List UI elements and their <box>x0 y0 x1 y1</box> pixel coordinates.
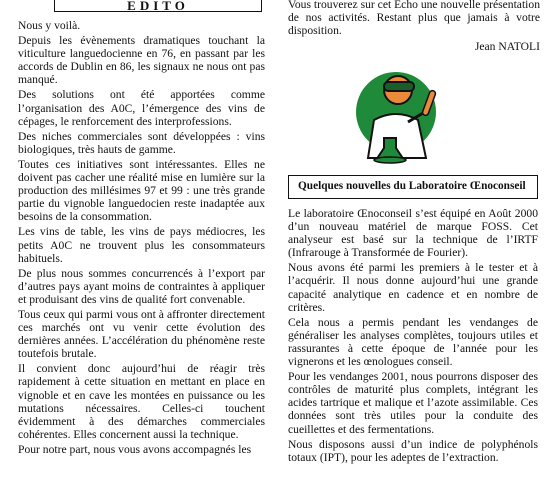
section-paragraph: Pour les vendanges 2001, nous pourrons disposer des contrôles de maturité plus complets, intégrant les acides tartrique et malique et l’azote assimilable. Ces données sont très utiles pour la conduite des cueillettes et des fermentations. <box>288 370 538 436</box>
chemist-illustration <box>346 60 456 170</box>
edito-paragraph: Depuis les évènements dramatiques touchant la viticulture languedocienne en 76, en passant par les accords de Dublin en 86, les signaux ne nous ont pas manqué. <box>18 34 265 87</box>
edito-paragraph: Nous y voilà. <box>18 19 81 32</box>
section-paragraph: Nous avons été parmi les premiers à le tester et à l’acquérir. Il nous donne aujourd’hui une grande capacité analytique en cadence et en nombre de critères. <box>288 261 538 314</box>
section-paragraph: Nous disposons aussi d’un indice de polyphénols totaux (IPT), pour les adeptes de l’extraction. <box>288 437 538 464</box>
section-title: Quelques nouvelles du Laboratoire Œnoconseil <box>298 180 526 192</box>
section-body <box>288 207 538 466</box>
edito-paragraph: Tous ceux qui parmi vous ont à affronter directement ces marchés ont vu venir cette évolution des dernières années. L’accélération du phénomène reste toutefois brutale. <box>18 307 265 361</box>
edito-paragraph: Il convient donc aujourd’hui de réagir très rapidement à cette situation en mettant en place en vignoble et en cave les montées en puissance ou les mutations nécessaires. Celles-ci touchent évidemment à des démarches commerciales cohérentes. Elles concernent aussi la technique. <box>18 362 265 441</box>
edito-paragraph: Des niches commerciales sont développées : vins biologiques, très hauts de gamme. <box>18 129 265 156</box>
edito-paragraph: De plus nous sommes concurrencés à l’export par d’autres pays ayant moins de contraintes à appliquer et produisant des vins de qualité fort convenable. <box>18 266 265 306</box>
section-header-box <box>288 175 538 199</box>
section-paragraph: Le laboratoire Œnoconseil s’est équipé en Août 2000 d’un nouveau matériel de marque FOSS. Cet analyseur est basé sur la technique de l’IRTF (Infrarouge à Transformée de Fourier). <box>288 207 538 260</box>
edito-header-box <box>54 0 262 12</box>
edito-paragraph: Pour notre part, nous vous avons accompagnés les <box>18 442 252 456</box>
edito-title: EDITO <box>127 0 189 13</box>
edito-paragraph: Des solutions ont été apportées comme l’organisation des A0C, l’émergence des vins de cépages, le renforcement des interprofessions. <box>18 88 265 128</box>
intro-text: Vous trouverez sur cet Echo une nouvelle présentation de nos activités. Restant plus que jamais à votre disposition. <box>288 0 540 38</box>
edito-body <box>18 19 265 458</box>
goggles-icon <box>384 82 414 91</box>
edito-paragraph: Toutes ces initiatives sont intéressantes. Elles ne doivent pas cacher une réalité mise en lumière sur la production des millésimes 97 et 99 : une très grande partie du vignoble languedocien reste inadaptée aux besoins de la consommation. <box>18 157 265 224</box>
flask-base-icon <box>374 157 406 163</box>
section-paragraph: Cela nous a permis pendant les vendanges de généraliser les analyses complètes, toujours utiles et rassurantes à cette époque de l’année pour les vignerons et les œnologues conseil. <box>288 315 538 369</box>
signature: Jean NATOLI <box>474 40 540 54</box>
edito-paragraph: Les vins de table, les vins de pays médiocres, les petits A0C ne trouvent plus les consommateurs habituels. <box>18 225 265 265</box>
intro-block <box>288 0 540 53</box>
